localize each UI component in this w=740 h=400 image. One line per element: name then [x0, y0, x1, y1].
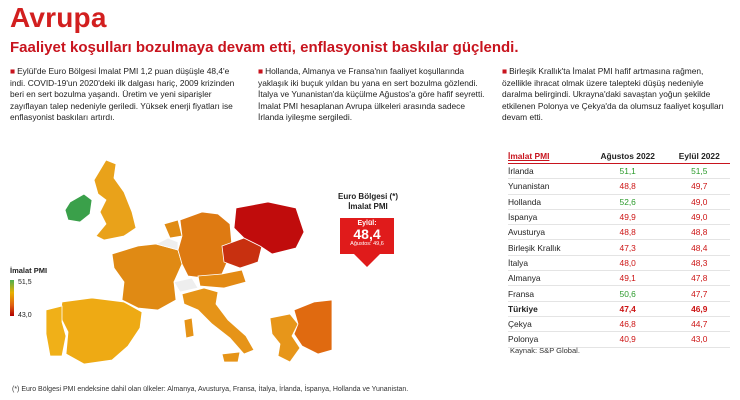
sep-value-cell: 48,3 — [669, 255, 730, 270]
sep-value-cell: 48,4 — [669, 240, 730, 255]
legend-color-bar — [10, 280, 14, 316]
text-column-1 — [10, 66, 242, 124]
table-row — [508, 164, 730, 179]
text-column-3 — [502, 66, 734, 124]
down-arrow-icon — [354, 254, 380, 267]
map-greece — [270, 314, 300, 362]
aug-value-cell: 47,4 — [587, 301, 669, 316]
country-cell: Almanya — [508, 271, 587, 286]
table-row — [508, 301, 730, 316]
table-header-row — [508, 150, 730, 164]
aug-value-cell: 49,9 — [587, 209, 669, 224]
table-row — [508, 332, 730, 347]
country-cell: Fransa — [508, 286, 587, 301]
map-switzerland — [174, 278, 198, 292]
table-row — [508, 240, 730, 255]
source-note: Kaynak: S&P Global. — [510, 346, 580, 355]
map-spain — [60, 298, 142, 364]
bullet-icon: ■ — [10, 66, 16, 76]
country-cell: Hollanda — [508, 194, 587, 209]
column-text: Hollanda, Almanya ve Fransa'nın faaliyet koşullarında yaklaşık iki buçuk yıldan bu yana en sert bozulma gözlendi. İtalya ve Yunanistan'da küçülme Ağustos'a göre hafif seyretti. İmalat PMI hesaplanan Avrupa ülkeleri arasında sadece İrlanda iyileşme sergiledi. — [258, 66, 485, 123]
table-row — [508, 209, 730, 224]
aug-value-cell: 48,8 — [587, 225, 669, 240]
bullet-icon: ■ — [258, 66, 264, 76]
aug-value-cell: 47,3 — [587, 240, 669, 255]
sep-value-cell: 47,7 — [669, 286, 730, 301]
sep-value-cell: 49,7 — [669, 179, 730, 194]
map-sardinia — [184, 318, 194, 338]
page-title: Avrupa — [10, 2, 107, 33]
table-header-sep: Eylül 2022 — [669, 150, 730, 164]
table-header-aug: Ağustos 2022 — [587, 150, 669, 164]
map-france — [112, 244, 182, 310]
aug-value-cell: 46,8 — [587, 316, 669, 331]
table-row — [508, 316, 730, 331]
page-subtitle: Faaliyet koşulları bozulmaya devam etti, enflasyonist baskılar güçlendi. — [10, 39, 519, 56]
europe-pmi-map — [32, 150, 332, 372]
column-text: Birleşik Krallık'ta İmalat PMI hafif artmasına rağmen, özellikle ihracat olmak üzere talepteki düşüş nedeniyle daralma belirgindi. Ukrayna'daki savaştan yoğun şekilde etkilenen Polonya ve Çekya'da da olumsuz faaliyet koşulları devam etti. — [502, 66, 724, 123]
country-cell: İtalya — [508, 255, 587, 270]
map-turkey — [294, 300, 332, 354]
country-cell: İrlanda — [508, 164, 587, 179]
country-cell: Yunanistan — [508, 179, 587, 194]
country-cell: Çekya — [508, 316, 587, 331]
table-row — [508, 271, 730, 286]
sep-value-cell: 49,0 — [669, 209, 730, 224]
table-row — [508, 194, 730, 209]
pmi-table — [508, 150, 730, 348]
map-sicily — [222, 352, 240, 362]
eurozone-prev: Ağustos: 49,6 — [350, 241, 384, 247]
eurozone-callout — [340, 218, 394, 254]
map-ireland — [65, 194, 92, 222]
aug-value-cell: 48,8 — [587, 179, 669, 194]
sep-value-cell: 43,0 — [669, 332, 730, 347]
country-cell: Polonya — [508, 332, 587, 347]
aug-value-cell: 52,6 — [587, 194, 669, 209]
sep-value-cell: 49,0 — [669, 194, 730, 209]
eurozone-label: Euro Bölgesi (*) İmalat PMI — [337, 192, 398, 211]
country-cell: Birleşik Krallık — [508, 240, 587, 255]
table-row — [508, 225, 730, 240]
legend-max: 51,5 — [18, 279, 32, 286]
footnote: (*) Euro Bölgesi PMI endeksine dahil olan ülkeler: Almanya, Avusturya, Fransa, İtalya, İrlanda, İspanya, Hollanda ve Yunanistan. — [12, 386, 409, 393]
aug-value-cell: 49,1 — [587, 271, 669, 286]
legend-min: 43,0 — [18, 312, 32, 319]
eurozone-month: Eylül: — [357, 220, 377, 227]
country-cell: İspanya — [508, 209, 587, 224]
table-row — [508, 255, 730, 270]
sep-value-cell: 46,9 — [669, 301, 730, 316]
sep-value-cell: 47,8 — [669, 271, 730, 286]
column-text: Eylül'de Euro Bölgesi İmalat PMI 1,2 puan düşüşle 48,4'e indi. COVID-19'un 2020'deki ilk dalgası hariç, 2009 krizinden beri en sert bozulma yaşandı. Üretim ve yeni siparişler zayıflayan talep nedeniyle geriledi. Yüksek enerji fiyatları ise enflasyonist baskıları artırdı. — [10, 66, 235, 123]
bullet-icon: ■ — [502, 66, 508, 76]
sep-value-cell: 44,7 — [669, 316, 730, 331]
map-netherlands — [164, 220, 182, 238]
sep-value-cell: 51,5 — [669, 164, 730, 179]
map-uk — [94, 160, 136, 240]
legend-title: İmalat PMI — [10, 266, 48, 275]
table-row — [508, 286, 730, 301]
table-header-country: İmalat PMI — [508, 150, 587, 164]
sep-value-cell: 48,8 — [669, 225, 730, 240]
aug-value-cell: 48,0 — [587, 255, 669, 270]
country-cell: Avusturya — [508, 225, 587, 240]
aug-value-cell: 40,9 — [587, 332, 669, 347]
table-row — [508, 179, 730, 194]
country-cell: Türkiye — [508, 301, 587, 316]
aug-value-cell: 51,1 — [587, 164, 669, 179]
map-italy — [182, 288, 254, 354]
eurozone-value: 48,4 — [353, 226, 381, 242]
aug-value-cell: 50,6 — [587, 286, 669, 301]
text-column-2 — [258, 66, 490, 124]
